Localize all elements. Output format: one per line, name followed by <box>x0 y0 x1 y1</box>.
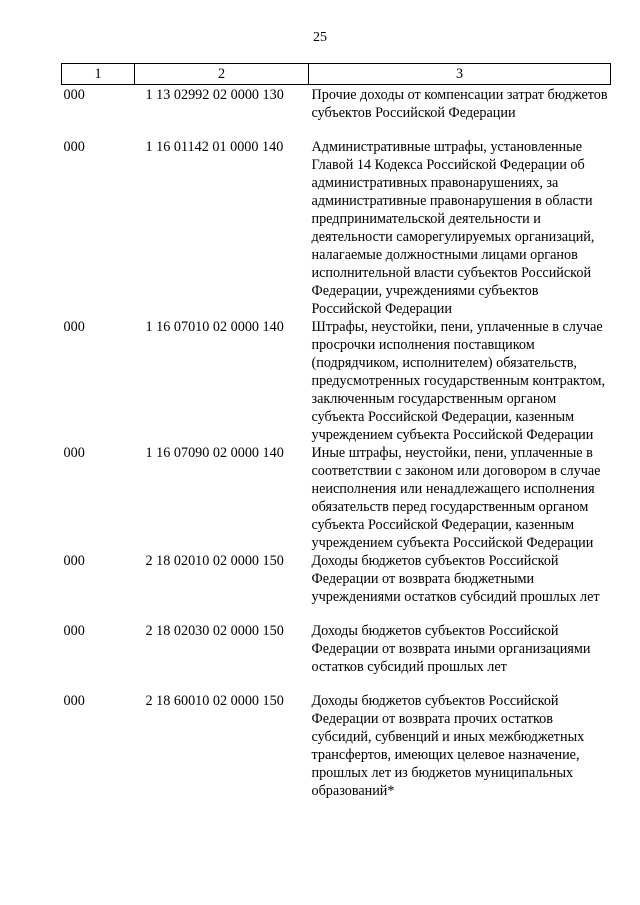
description-cell: Административные штрафы, установленные Главой 14 Кодекса Российской Федерации об административных правонарушениях, за административные правонарушения в области предпринимательской деятельности и деятельности саморегулируемых организаций, налагаемые должностными лицами органов исполнительной власти субъектов Российской Федерации, учреждениями субъектов Российской Федерации <box>311 139 595 317</box>
description-cell: Иные штрафы, неустойки, пени, уплаченные в соответствии с законом или договором в случае неисполнения или ненадлежащего исполнения обязательств перед государственным органом субъекта Российской Федерации, казенным учреждением субъекта Российской Федерации <box>311 445 601 551</box>
column-header-2: 2 <box>135 64 309 85</box>
page-number: 25 <box>313 30 327 45</box>
revenue-code-cell: 2 18 02010 02 0000 150 <box>145 553 284 569</box>
table-row <box>62 318 611 444</box>
table-row <box>62 606 611 676</box>
revenue-codes-table <box>61 63 611 800</box>
revenue-code-cell: 1 13 02992 02 0000 130 <box>145 87 284 103</box>
admin-code-cell: 000 <box>63 623 85 639</box>
table-body <box>62 85 611 801</box>
table-row <box>62 122 611 318</box>
revenue-code-cell: 2 18 02030 02 0000 150 <box>145 623 284 639</box>
table-row <box>62 552 611 606</box>
table-row <box>62 676 611 800</box>
admin-code-cell: 000 <box>63 693 85 709</box>
admin-code-cell: 000 <box>63 445 85 461</box>
description-cell: Доходы бюджетов субъектов Российской Федерации от возврата бюджетными учреждениями остатков субсидий прошлых лет <box>311 553 600 605</box>
column-header-3: 3 <box>309 64 611 85</box>
revenue-code-cell: 2 18 60010 02 0000 150 <box>145 693 284 709</box>
revenue-code-cell: 1 16 01142 01 0000 140 <box>145 139 284 155</box>
admin-code-cell: 000 <box>63 553 85 569</box>
admin-code-cell: 000 <box>63 87 85 103</box>
admin-code-cell: 000 <box>63 319 85 335</box>
table-row <box>62 85 611 123</box>
admin-code-cell: 000 <box>63 139 85 155</box>
column-header-1: 1 <box>62 64 135 85</box>
revenue-code-cell: 1 16 07090 02 0000 140 <box>145 445 284 461</box>
description-cell: Штрафы, неустойки, пени, уплаченные в случае просрочки исполнения поставщиком (подрядчиком, исполнителем) обязательств, предусмотренных государственным контрактом, заключенным государственным органом субъекта Российской Федерации, казенным учреждением субъекта Российской Федерации <box>311 319 606 443</box>
description-cell: Доходы бюджетов субъектов Российской Федерации от возврата прочих остатков субсидий, субвенций и иных межбюджетных трансфертов, имеющих целевое назначение, прошлых лет из бюджетов муниципальных образований* <box>311 693 585 799</box>
description-cell: Доходы бюджетов субъектов Российской Федерации от возврата иными организациями остатков субсидий прошлых лет <box>311 623 591 675</box>
revenue-code-cell: 1 16 07010 02 0000 140 <box>145 319 284 335</box>
table-row <box>62 444 611 552</box>
header-row <box>62 64 611 85</box>
table-header <box>62 64 611 85</box>
description-cell: Прочие доходы от компенсации затрат бюджетов субъектов Российской Федерации <box>311 87 608 121</box>
